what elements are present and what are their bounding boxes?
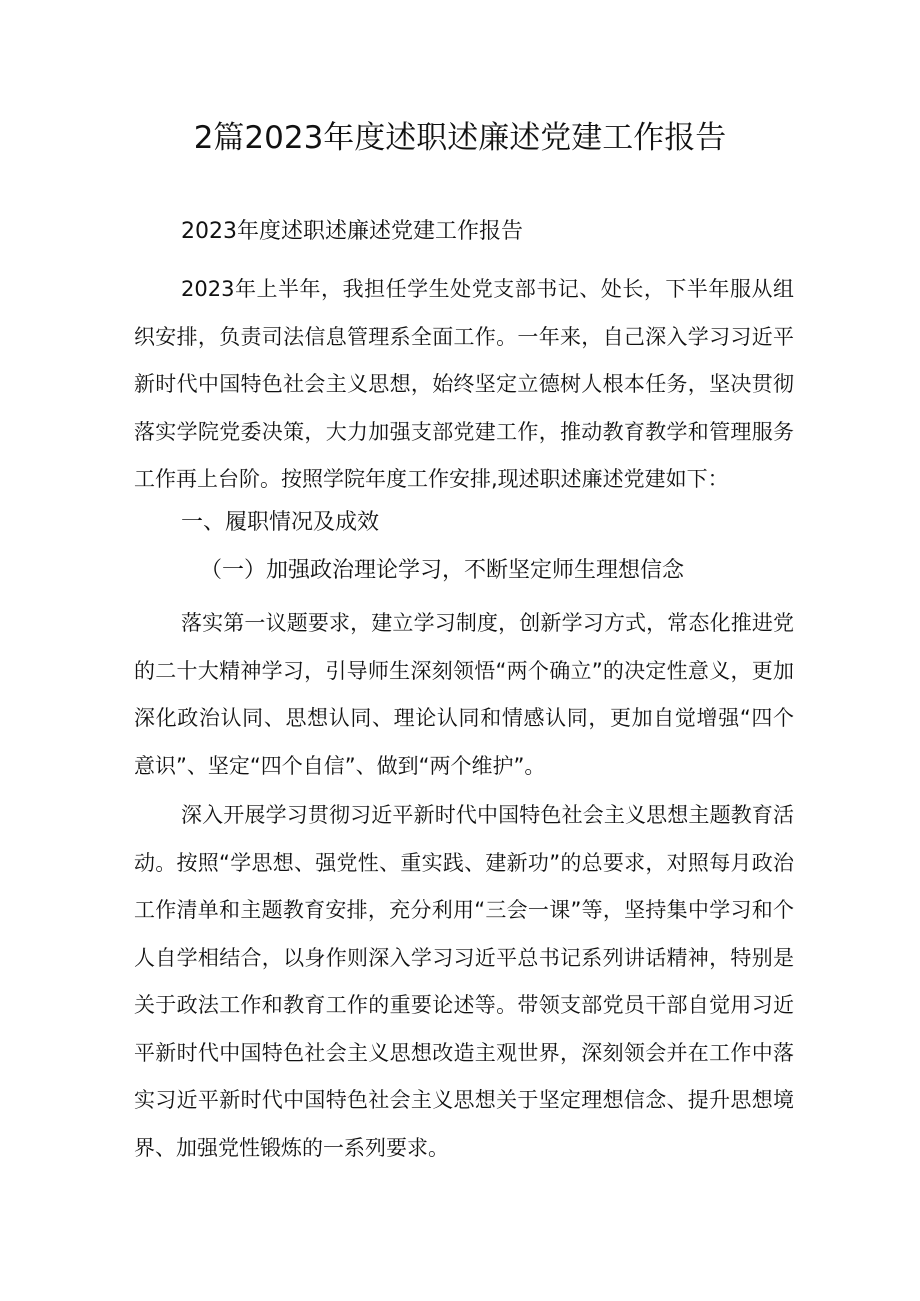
report-subtitle: 2023年度述职述廉述党建工作报告	[181, 219, 523, 244]
paragraph-intro: 2023年上半年，我担任学生处党支部书记、处长，下半年服从组织安排，负责司法信息管理系全面工作。一年来，自己深入学习习近平新时代中国特色社会主义思想，始终坚定立德树人根本任务，坚决贯彻落实学院党委决策，大力加强支部党建工作，推动教育教学和管理服务工作再上台阶。按照学院年度工作安排,现述职述廉述党建如下：	[134, 277, 794, 491]
document-title: 2篇2023年度述职述廉述党建工作报告	[193, 120, 727, 156]
section-heading: 一、履职情况及成效	[181, 510, 380, 535]
subsection-heading: （一）加强政治理论学习，不断坚定师生理想信念	[200, 558, 685, 583]
paragraph-education: 深入开展学习贯彻习近平新时代中国特色社会主义思想主题教育活动。按照“学思想、强党性、重实践、建新功”的总要求，对照每月政治工作清单和主题教育安排，充分利用“三会一课”等，坚持集中学习和个人自学相结合，以身作则深入学习习近平总书记系列讲话精神，特别是关于政法工作和教育工作的重要论述等。带领支部党员干部自觉用习近平新时代中国特色社会主义思想改造主观世界，深刻领会并在工作中落实习近平新时代中国特色社会主义思想关于坚定理想信念、提升思想境界、加强党性锻炼的一系列要求。	[134, 803, 794, 1160]
paragraph-study: 落实第一议题要求，建立学习制度，创新学习方式，常态化推进党的二十大精神学习，引导师生深刻领悟“两个确立”的决定性意义，更加深化政治认同、思想认同、理论认同和情感认同，更加自觉增强“四个意识”、坚定“四个自信”、做到“两个维护”。	[134, 611, 794, 778]
